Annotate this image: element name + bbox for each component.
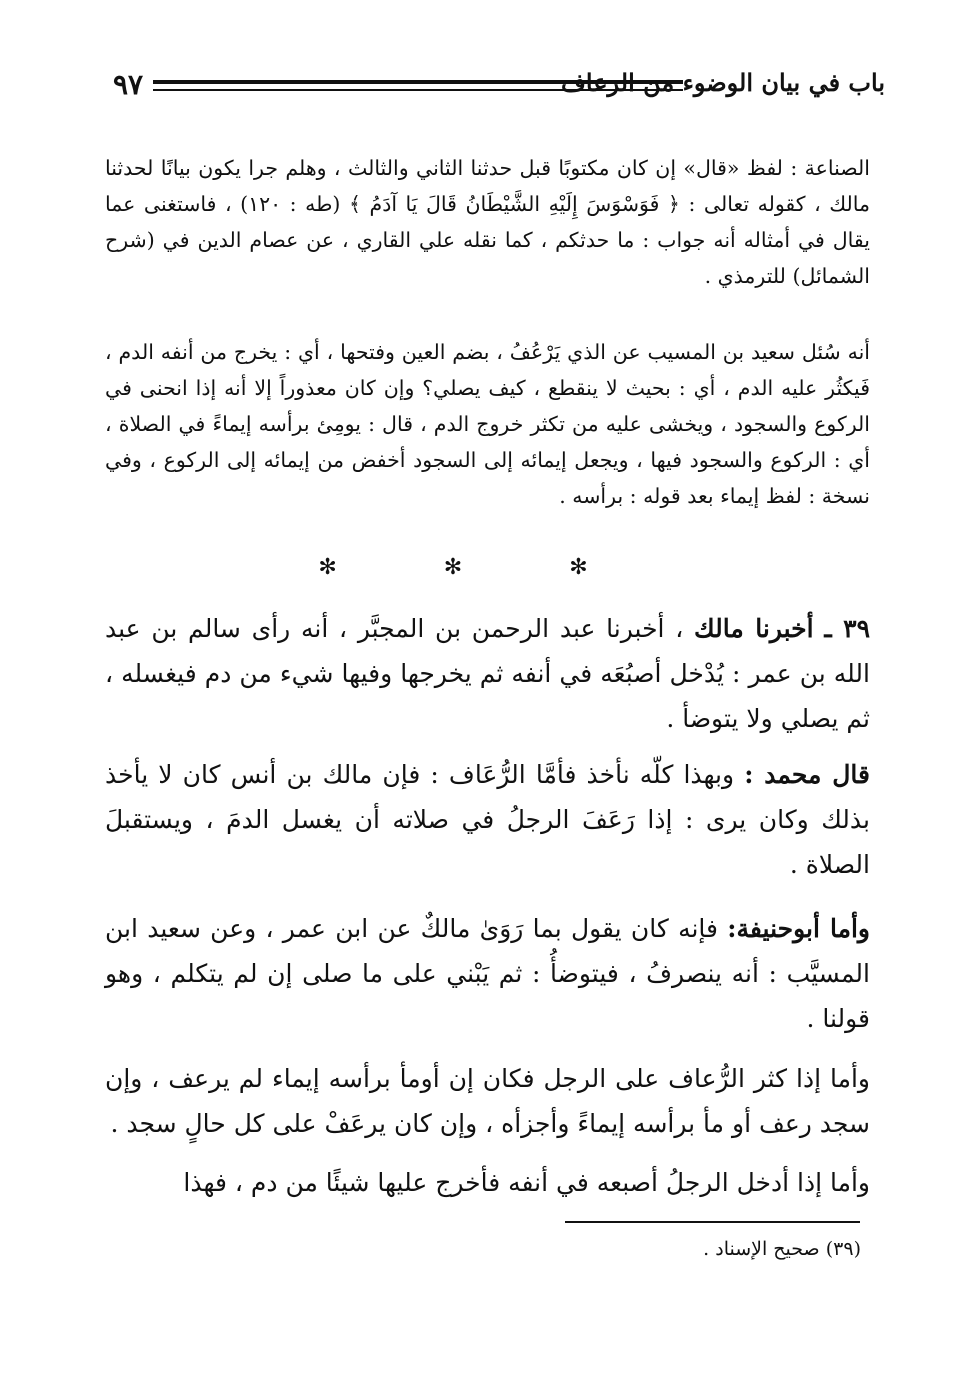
abu-hanifa-text: فإنه كان يقول بما رَوَىٰ مالكٌ عن ابن عمر ، وعن سعيد ابن المسيَّب : أنه ينصرفُ ، فيتوضأُ : ثم يَبْني على ما صلى إن لم يتكلم ، وهو قولنا . [105,914,870,1033]
page-number: ٩٧ [113,68,144,101]
footnote: (٣٩) صحيح الإسناد . [703,1238,861,1260]
commentary-paragraph-2: أنه سُئل سعيد بن المسيب عن الذي يَرْعُفُ ، بضم العين وفتحها ، أي : يخرج من أنفه الدم ، فَيكثُر عليه الدم ، أي : بحيث لا ينقطع ، كيف يصلي؟ وإن كان معذوراً إلا أنه إذا انحنى في الركوع والسجود ، ويخشى عليه من تكثر خروج الدم ، قال : يومِئ برأسه إيماءً في الصلاة ، أي : الركوع والسجود فيها ، ويجعل إيمائه إلى السجود أخفض من إيمائه إلى الركوع ، وفي نسخة : لفظ إيماء بعد قوله : برأسه . [105,340,870,508]
qala-muhammad-paragraph [105,752,870,887]
page-header [105,66,885,110]
section-divider: ✻ ✻ ✻ [318,555,638,580]
footnote-rule [565,1221,860,1223]
hadith-number: ٣٩ ـ [824,614,870,643]
abu-hanifa-paragraph [105,906,870,1041]
last-paragraph: وأما إذا أدخل الرجلُ أصبعه في أنفه فأخرج عليها شيئًا من دم ، فهذا [183,1168,870,1197]
qala-muhammad-text: وبهذا كلّه نأخذ فأمَّا الرُّعَاف : فإن مالك بن أنس كان لا يأخذ بذلك وكان يرى : إذا رَعَفَ الرجلُ في صلاته أن يغسل الدمَ ، ويستقبلَ الصلاة . [105,760,870,879]
hadith-39 [105,606,870,741]
running-title: باب في بيان الوضوء من الرعاف [561,68,885,97]
qala-muhammad-lead: قال محمد : [744,760,870,789]
ruaf-paragraph: وأما إذا كثر الرُّعاف على الرجل فكان إن أومأ برأسه إيماء لم يرعف ، وإن سجد رعف أو مأ برأسه إيماءً وأجزأه ، وإن كان يرعَفْ على كل حالٍ سجد . [105,1064,870,1138]
hadith-text: ، أخبرنا عبد الرحمن بن المجبَّر ، أنه رأى سالم بن عبد الله بن عمر : يُدْخل أصبُعَه في أنفه ثم يخرجها وفيها شيء من دم فيغسله ، ثم يصلي ولا يتوضأ . [105,614,870,733]
commentary-paragraph-1: الصناعة : لفظ «قال» إن كان مكتوبًا قبل حدثنا الثاني والثالث ، وهلم جرا يكون بيانًا لحدثنا مالك ، كقوله تعالى : ﴿ فَوَسْوَسَ إِلَيْهِ الشَّيْطَانُ قَالَ يَا آدَمُ ﴾ (طه : ١٢٠) ، فاستغنى عما يقال في أمثاله أنه جواب : ما حدثكم ، كما نقله علي القاري ، عن عصام الدين في (شرح الشمائل) للترمذي . [105,156,870,288]
abu-hanifa-lead: وأما أبوحنيفة: [727,914,870,943]
hadith-lead: أخبرنا مالك [694,614,814,643]
